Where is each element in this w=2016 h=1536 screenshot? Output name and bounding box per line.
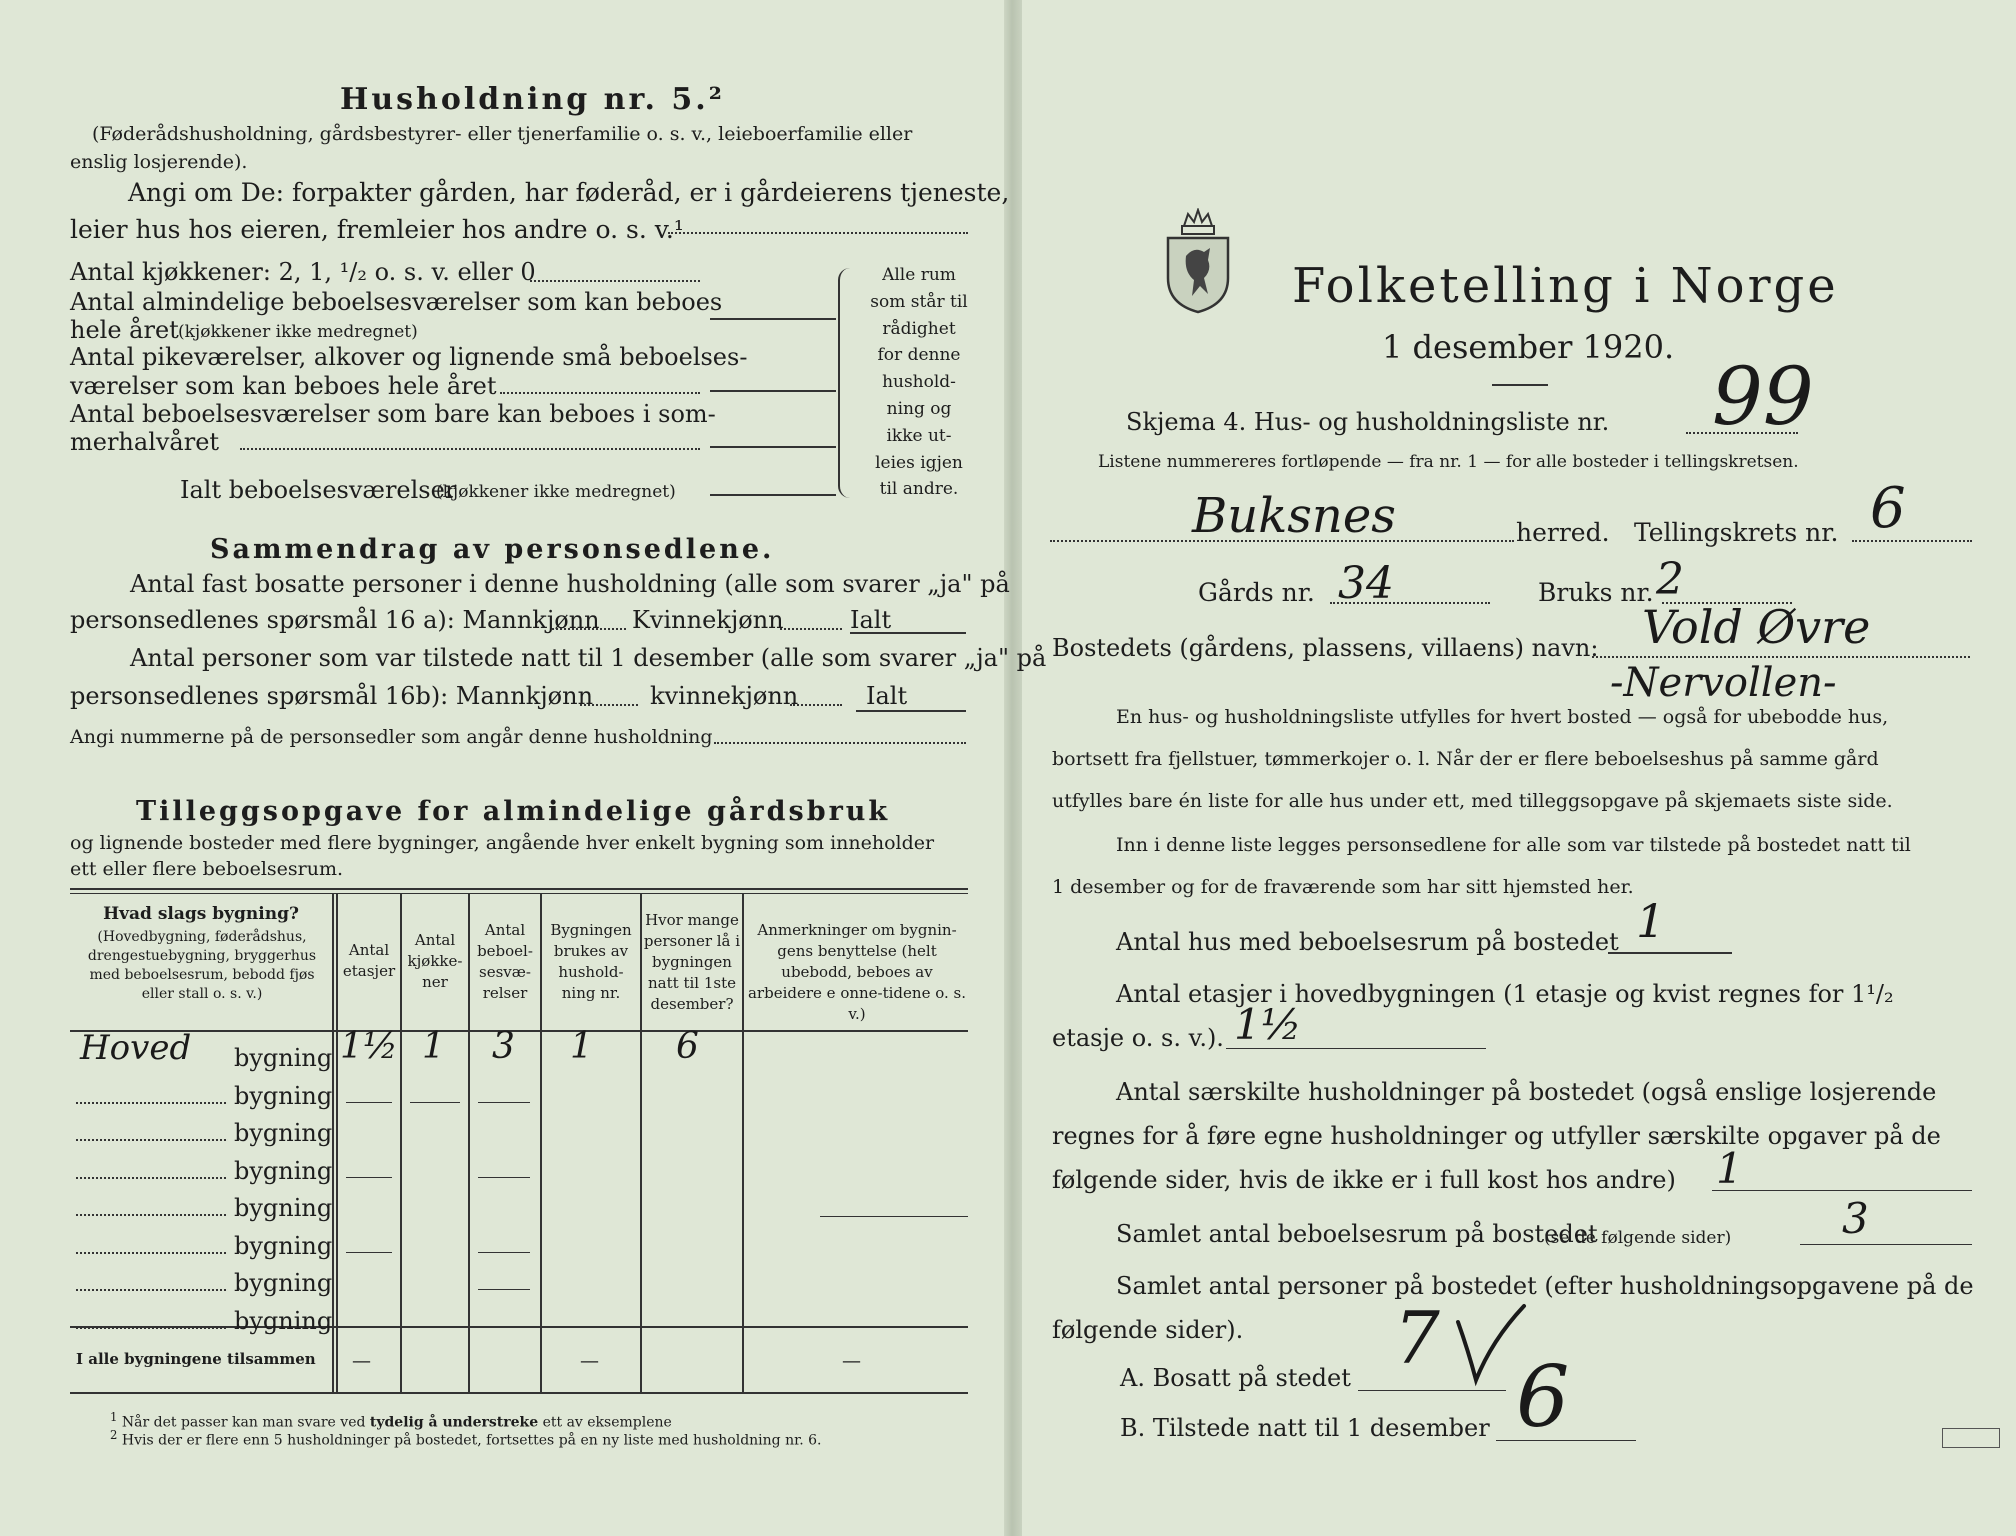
row3-type-line[interactable] [76,1139,226,1141]
row7-type-line[interactable] [76,1289,226,1291]
q-etasjer-line1: Antal etasjer i hovedbygningen (1 etasje og kvist regnes for 1¹/₂ [1116,980,1894,1008]
r4c1 [346,1177,392,1178]
numbered-note: Listene nummereres fortløpende — fra nr. 1 — for alle bosteder i tellingskretsen. [1098,452,1799,472]
angi-answer-line[interactable] [668,232,968,234]
household-title: Husholdning nr. 5.² [340,82,725,117]
q-pers-line1: Samlet antal personer på bostedet (efter husholdningsopgavene på de [1116,1272,1974,1300]
instruction-2: bortsett fra fjellstuer, tømmerkojer o. l. Når der er flere beboelseshus på samme gård [1052,748,1879,770]
r7c3 [478,1289,530,1290]
row8-type-line[interactable] [76,1327,226,1329]
q-rum-value[interactable]: 3 [1842,1194,1869,1243]
r8c3 [478,1327,530,1328]
summary-kvinne-1[interactable] [780,628,842,630]
col-personer-header: Hvor mange personer lå i bygningen natt til 1ste desember? [643,911,741,1013]
a-value[interactable]: 7 [1394,1296,1440,1380]
row1-etasjer-value[interactable]: 1½ [340,1026,398,1067]
total-husholdning-dash: — [580,1350,599,1372]
page-fold [1004,0,1022,1536]
a-underline [1358,1390,1506,1391]
right-page [1022,0,2016,1536]
q-rum-label: Samlet antal beboelsesrum på bostedet [1116,1220,1598,1248]
row2-type-line[interactable] [76,1102,226,1104]
q-hush-line2: regnes for å føre egne husholdninger og utfyller særskilte opgaver på de [1052,1122,1941,1150]
summary-ialt-2[interactable] [856,710,966,712]
b-label: B. Tilstede natt til 1 desember [1120,1414,1490,1442]
kjokkener-label: Antal kjøkkener: 2, 1, ¹/₂ o. s. v. eller 0 [70,258,536,286]
q-hus-value[interactable]: 1 [1636,894,1666,948]
summary-p1b: personsedlenes spørsmål 16 a): Mannkjønn [70,606,600,634]
row3-label: bygning [234,1119,333,1147]
census-date: 1 desember 1920. [1382,328,1675,366]
rooms-side-note: Alle rum som står til rådighet for denne hushold- ning og ikke ut- leies igjen til andre. [870,265,968,500]
household-paren-line1: (Føderådshusholdning, gårdsbestyrer- eller tjenerfamilie o. s. v., leieboerfamilie eller [92,123,913,145]
bruks-label: Bruks nr. [1538,578,1654,607]
kjokkener-dots [530,280,700,282]
alm-answer-line[interactable] [710,318,836,320]
sommer-dots [240,448,700,450]
r2c2 [410,1102,460,1103]
household-paren-line2: enslig losjerende). [70,151,248,173]
pike-dots [500,392,700,394]
summary-mann-1[interactable] [552,628,626,630]
total-label: I alle bygningene tilsammen [76,1350,316,1368]
coat-of-arms-icon [1164,208,1232,314]
sommer-label-2: merhalvåret [70,428,220,456]
ialt-label-b: (kjøkkener ikke medregnet) [436,482,676,502]
bruks-value[interactable]: 2 [1656,554,1684,605]
q-hush-value[interactable]: 1 [1716,1144,1743,1193]
tellingskrets-label: Tellingskrets nr. [1634,518,1839,547]
q-etasjer-line2: etasje o. s. v.). [1052,1024,1224,1052]
a-label: A. Bosatt på stedet [1120,1364,1351,1392]
alm-label-2b: (kjøkkener ikke medregnet) [178,322,418,342]
row1-personer-value[interactable]: 6 [676,1026,699,1067]
row6-label: bygning [234,1232,333,1260]
date-underline [1492,384,1548,386]
r5-anm [820,1216,968,1217]
summary-ialt-1[interactable] [850,632,966,634]
rooms-brace [838,268,860,498]
supplement-p1: og lignende bosteder med flere bygninger, angående hver enkelt bygning som inneholder [70,832,935,854]
q-hush-line3: følgende sider, hvis de ikke er i full kost hos andre) [1052,1166,1676,1194]
bosted-line [1592,656,1970,658]
ialt-label: Ialt beboelsesværelser [180,476,457,504]
q-hush-line1: Antal særskilte husholdninger på bostedet (også enslige losjerende [1116,1078,1937,1106]
row6-type-line[interactable] [76,1252,226,1254]
pike-answer-line[interactable] [710,390,836,392]
footnote-1: $^1$ Når det passer kan man svare ved tydelig å understreke ett av eksemplene [110,1410,672,1431]
summary-p2a: Antal personer som var tilstede natt til 1 desember (alle som svarer „ja" på [130,644,1047,672]
q-rum-note: (se de følgende sider) [1544,1228,1732,1248]
herred-line [1050,540,1514,542]
summary-nummer-line[interactable] [714,742,966,744]
bosted-value-1[interactable]: Vold Øvre [1642,600,1871,654]
row8-label: bygning [234,1307,333,1335]
skjema-number[interactable]: 99 [1712,350,1814,443]
total-etasjer-dash: — [352,1350,371,1372]
summary-p3: Angi nummerne på de personsedler som angår denne husholdning [70,726,713,748]
col-type-title: Hvad slags bygning? [103,904,299,924]
q-hus-line [1608,952,1732,954]
skjema-label: Skjema 4. Hus- og husholdningsliste nr. [1126,408,1610,436]
bosted-value-2[interactable]: -Nervollen- [1610,660,1837,706]
instruction-5: 1 desember og for de fraværende som har sitt hjemsted her. [1052,876,1634,898]
gards-label: Gårds nr. [1198,578,1315,607]
printer-stamp [1942,1428,2000,1448]
alm-label-2: hele året [70,316,179,344]
instruction-4: Inn i denne liste legges personsedlene for alle som var tilstede på bostedet natt til [1116,834,1911,856]
summary-p1c: Kvinnekjønn [632,606,784,634]
q-hus-label: Antal hus med beboelsesrum på bostedet [1116,928,1619,956]
supplement-heading: Tilleggsopgave for almindelige gårdsbruk [136,796,891,827]
census-title: Folketelling i Norge [1292,258,1839,314]
r2c1 [346,1102,392,1103]
r4c3 [478,1177,530,1178]
row2-label: bygning [234,1082,333,1110]
summary-p2c: kvinnekjønn [650,682,799,710]
col-husholdning-header: Bygningen brukes av hushold-ning nr. [550,921,632,1002]
sommer-label-1: Antal beboelsesværelser som bare kan beboes i som- [70,400,716,428]
col-etasjer-header: Antal etasjer [342,941,396,980]
q-hush-underline [1712,1190,1972,1191]
row1-kjokkener-value[interactable]: 1 [422,1026,445,1067]
r6c1 [346,1252,392,1253]
pike-label-1: Antal pikeværelser, alkover og lignende små beboelses- [70,343,748,371]
footnote-2: $^2$ Hvis der er flere enn 5 husholdninger på bostedet, fortsettes på en ny liste med husholdning nr. 6. [110,1428,822,1449]
row1-husholdning-value[interactable]: 1 [570,1026,593,1067]
total-anm-dash: — [842,1350,861,1372]
col-vaerelser-header: Antal beboel-sesvæ-relser [477,921,533,1002]
gards-value[interactable]: 34 [1338,558,1394,609]
q-rum-underline [1800,1244,1972,1245]
col-kjokkener-header: Antal kjøkke-ner [407,931,463,991]
summary-p1d: Ialt [850,606,892,634]
herred-label: herred. [1516,518,1610,547]
pike-label-2: værelser som kan beboes hele året [70,372,497,400]
angi-line1: Angi om De: forpakter gården, har føderåd, er i gårdeierens tjeneste, [128,178,1010,207]
ialt-answer-line[interactable] [710,494,836,496]
q-pers-line2: følgende sider). [1052,1316,1244,1344]
row4-label: bygning [234,1157,333,1185]
summary-mann-2[interactable] [580,704,638,706]
alm-label-1: Antal almindelige beboelsesværelser som kan beboes [70,288,723,316]
sommer-answer-line[interactable] [710,446,836,448]
summary-p2d: Ialt [866,682,908,710]
instruction-1: En hus- og husholdningsliste utfylles for hvert bosted — også for ubebodde hus, [1116,706,1889,728]
instruction-3: utfylles bare én liste for alle hus under ett, med tilleggsopgave på skjemaets siste side. [1052,790,1893,812]
row1-type-value[interactable]: Hoved [80,1028,192,1068]
row7-label: bygning [234,1269,333,1297]
row5-type-line[interactable] [76,1214,226,1216]
summary-p2b: personsedlenes spørsmål 16b): Mannkjønn [70,682,594,710]
col-type-sub: (Hovedbygning, føderådshus, drengestuebygning, bryggerhus med beboelsesrum, bebodd fjøs eller stall o. s. v.) [87,929,317,1002]
b-value[interactable]: 6 [1516,1348,1570,1446]
angi-line2: leier hus hos eieren, fremleier hos andre o. s. v.¹ [70,215,684,244]
r6c3 [478,1252,530,1253]
row5-label: bygning [234,1194,333,1222]
tellingskrets-value[interactable]: 6 [1870,476,1906,541]
row1-vaerelser-value[interactable]: 3 [492,1026,515,1067]
bosted-label: Bostedets (gårdens, plassens, villaens) navn: [1052,634,1599,662]
row4-type-line[interactable] [76,1177,226,1179]
summary-kvinne-2[interactable] [790,704,842,706]
q-etasjer-value[interactable]: 1½ [1234,1000,1302,1049]
summary-p1a: Antal fast bosatte personer i denne husholdning (alle som svarer „ja" på [130,570,1010,598]
summary-heading: Sammendrag av personsedlene. [210,534,775,565]
r8-anm [820,1327,968,1328]
supplement-p2: ett eller flere beboelsesrum. [70,858,344,880]
col-anmerkninger-header: Anmerkninger om bygnin-gens benyttelse (helt ubebodd, beboes av arbeidere e onne-tidene o. s. v.) [747,921,966,1023]
herred-value[interactable]: Buksnes [1192,488,1396,544]
r2c3 [478,1102,530,1103]
row1-label: bygning [234,1044,333,1072]
